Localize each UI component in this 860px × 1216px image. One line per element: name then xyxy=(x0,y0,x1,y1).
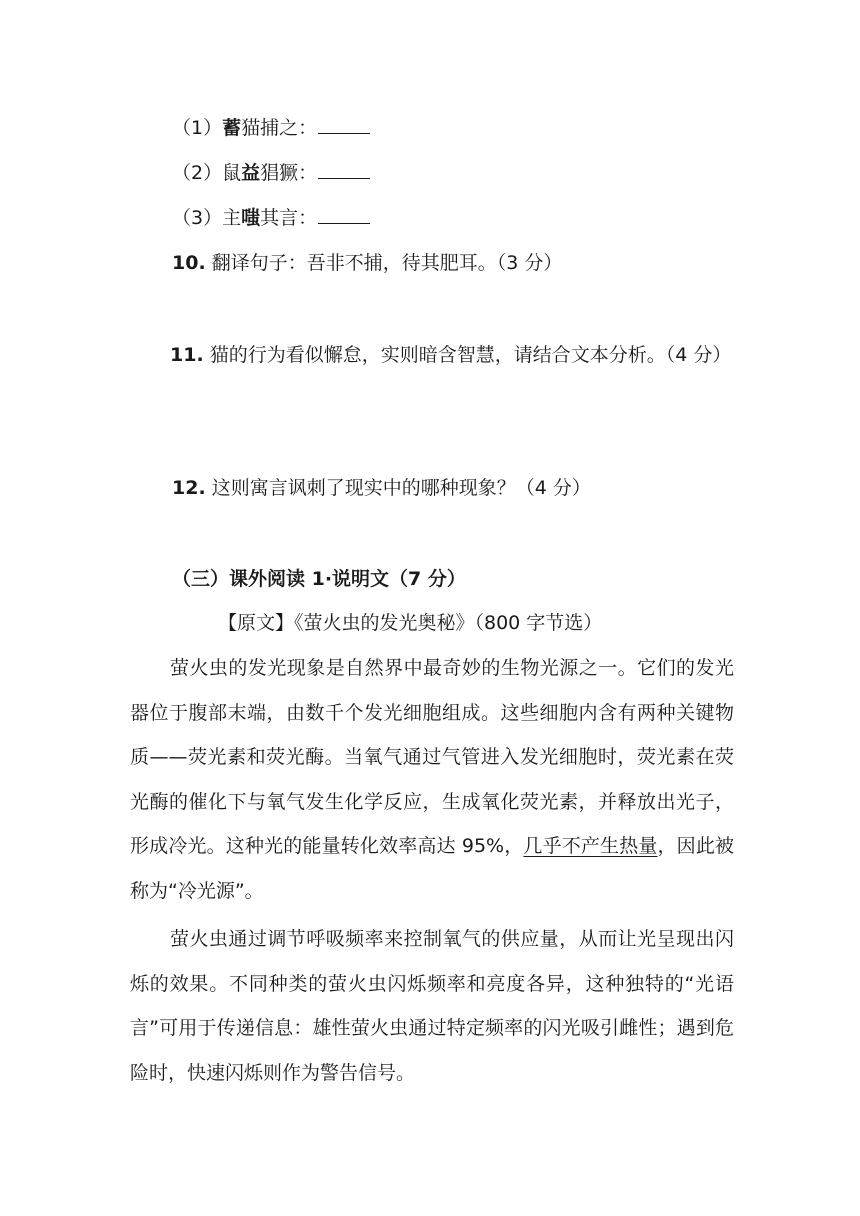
question-10 xyxy=(172,249,562,277)
sub-item-2 xyxy=(172,159,370,187)
sub-item-text: 猖獗： xyxy=(260,162,318,184)
question-text: 翻译句子：吾非不捕，待其肥耳。（3 分） xyxy=(211,252,563,274)
question-text: 猫的行为看似懈怠，实则暗含智慧，请结合文本分析。（4 分） xyxy=(209,344,732,366)
sub-item-prefix: （1） xyxy=(172,117,223,139)
question-number: 10. xyxy=(172,252,206,274)
sub-item-prefix: （3）主 xyxy=(172,207,242,229)
paragraph-text: 萤火虫的发光现象是自然界中最奇妙的生物光源之一。它们的发光器位于腹部末端，由数千个发光细胞组成。这些细胞内含有两种关键物质——荧光素和荧光酶。当氧气通过气管进入发光细胞时，荧光素在荧光酶的催化下与氧气发生化学反应，生成氧化荧光素，并释放出光子，形成冷光。这种光的能量转化效率高达 95%， xyxy=(130,657,734,857)
answer-blank[interactable] xyxy=(318,115,370,134)
emphasized-char: 蓄 xyxy=(222,117,242,139)
emphasized-char: 嗤 xyxy=(241,207,261,229)
section-heading: （三）课外阅读 1·说明文（7 分） xyxy=(172,568,466,590)
sub-item-text: 其言： xyxy=(260,207,318,229)
question-text: 这则寓言讽刺了现实中的哪种现象？（4 分） xyxy=(211,477,591,499)
underlined-phrase: 几乎不产生热量 xyxy=(523,835,658,857)
question-number: 12. xyxy=(172,477,206,499)
paragraph-text: ，因此被称为“冷光源”。 xyxy=(130,835,734,902)
sub-item-prefix: （2）鼠 xyxy=(172,162,242,184)
emphasized-char: 益 xyxy=(241,162,261,184)
question-number: 11. xyxy=(170,344,204,366)
answer-blank[interactable] xyxy=(318,205,370,224)
source-title: 【原文】《萤火虫的发光奥秘》（800 字节选） xyxy=(218,612,603,634)
sub-item-text: 猫捕之： xyxy=(241,117,318,139)
paragraph-2: 萤火虫通过调节呼吸频率来控制氧气的供应量，从而让光呈现出闪烁的效果。不同种类的萤火虫闪烁频率和亮度各异，这种独特的“光语言”可用于传递信息：雄性萤火虫通过特定频率的闪光吸引雌性；遇到危险时，快速闪烁则作为警告信号。 xyxy=(130,928,734,1084)
paragraph-1 xyxy=(130,646,734,913)
sub-item-3 xyxy=(172,204,370,232)
question-11 xyxy=(130,334,734,377)
answer-blank[interactable] xyxy=(318,160,370,179)
sub-item-1 xyxy=(172,114,370,142)
question-12 xyxy=(172,474,591,502)
